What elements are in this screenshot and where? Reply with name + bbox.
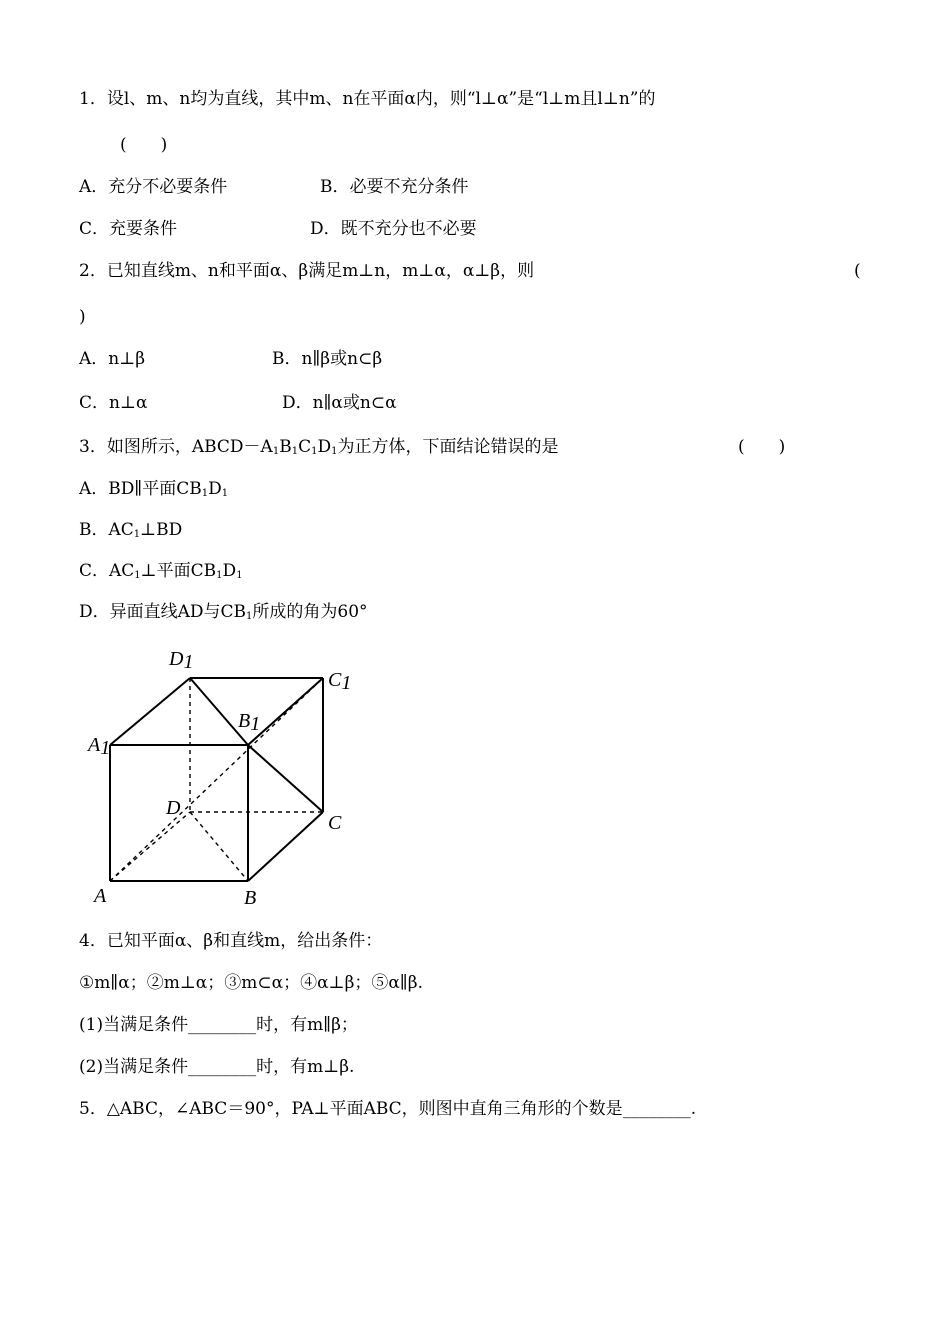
q3-answer-paren: ( ) <box>738 437 786 457</box>
diag-b1-c <box>248 745 323 812</box>
label-c1: C1 <box>328 669 352 694</box>
q1-option-c: C．充要条件 <box>79 219 178 239</box>
q2-paren-open: ( <box>854 261 861 281</box>
label-d: D <box>166 797 181 819</box>
q3-option-d: D．异面直线AD与$CB_1$所成的角为60° <box>79 602 368 622</box>
edge-b-c <box>248 812 323 881</box>
label-a: A <box>94 885 107 907</box>
label-b: B <box>244 887 257 909</box>
label-a1: A1 <box>88 734 111 759</box>
q4-part1-blank[interactable]: ________ <box>188 1015 257 1035</box>
q2-stem: 2．已知直线m、n和平面α、β满足m⊥n，m⊥α，α⊥β，则 <box>79 261 535 281</box>
q2-option-d: D．n∥α或n⊂α <box>282 393 397 413</box>
edge-a1-d1 <box>110 678 190 745</box>
label-b1: B1 <box>238 710 261 735</box>
q3-option-c: C．$AC_1\perp$平面$CB_1D_1$ <box>79 561 243 581</box>
q4-part1: (1)当满足条件________时，有m∥β； <box>79 1015 358 1035</box>
q3-stem: 3．如图所示，$ABCD-A_1B_1C_1D_1$为正方体，下面结论错误的是 <box>79 437 559 457</box>
q3-option-a: A．BD∥平面$CB_1D_1$ <box>79 479 229 499</box>
q2-option-c: C．n⊥α <box>79 393 148 413</box>
cube-figure <box>80 640 370 915</box>
q1-option-a: A．充分不必要条件 <box>79 177 228 197</box>
q1-stem: 1．设l、m、n均为直线，其中m、n在平面α内，则“l⊥α”是“l⊥m且l⊥n”的 <box>79 89 656 109</box>
q4-conditions: ①m∥α；②m⊥α；③m⊂α；④α⊥β；⑤α∥β. <box>79 973 423 993</box>
q2-paren-close: ) <box>79 307 86 327</box>
q1-option-b: B．必要不充分条件 <box>320 177 469 197</box>
q4-part2-blank[interactable]: ________ <box>188 1057 257 1077</box>
hidden-edge-a-d <box>110 812 190 881</box>
q4-stem: 4．已知平面α、β和直线m，给出条件： <box>79 931 383 951</box>
q3-option-b: B．$AC_1\perp BD$ <box>79 520 183 540</box>
label-c: C <box>328 812 342 834</box>
q1-answer-paren: ( ) <box>120 135 168 155</box>
q2-option-b: B．n∥β或n⊂β <box>272 349 383 369</box>
q2-option-a: A．n⊥β <box>79 349 146 369</box>
q5-blank[interactable]: ________ <box>622 1099 691 1119</box>
q5-stem: 5．△ABC，∠ABC＝90°，PA⊥平面ABC，则图中直角三角形的个数是________. <box>79 1099 697 1119</box>
hidden-diag-d-b <box>190 812 248 881</box>
q4-part2: (2)当满足条件________时，有m⊥β. <box>79 1057 355 1077</box>
q1-option-d: D．既不充分也不必要 <box>310 219 477 239</box>
label-d1: D1 <box>169 648 194 673</box>
